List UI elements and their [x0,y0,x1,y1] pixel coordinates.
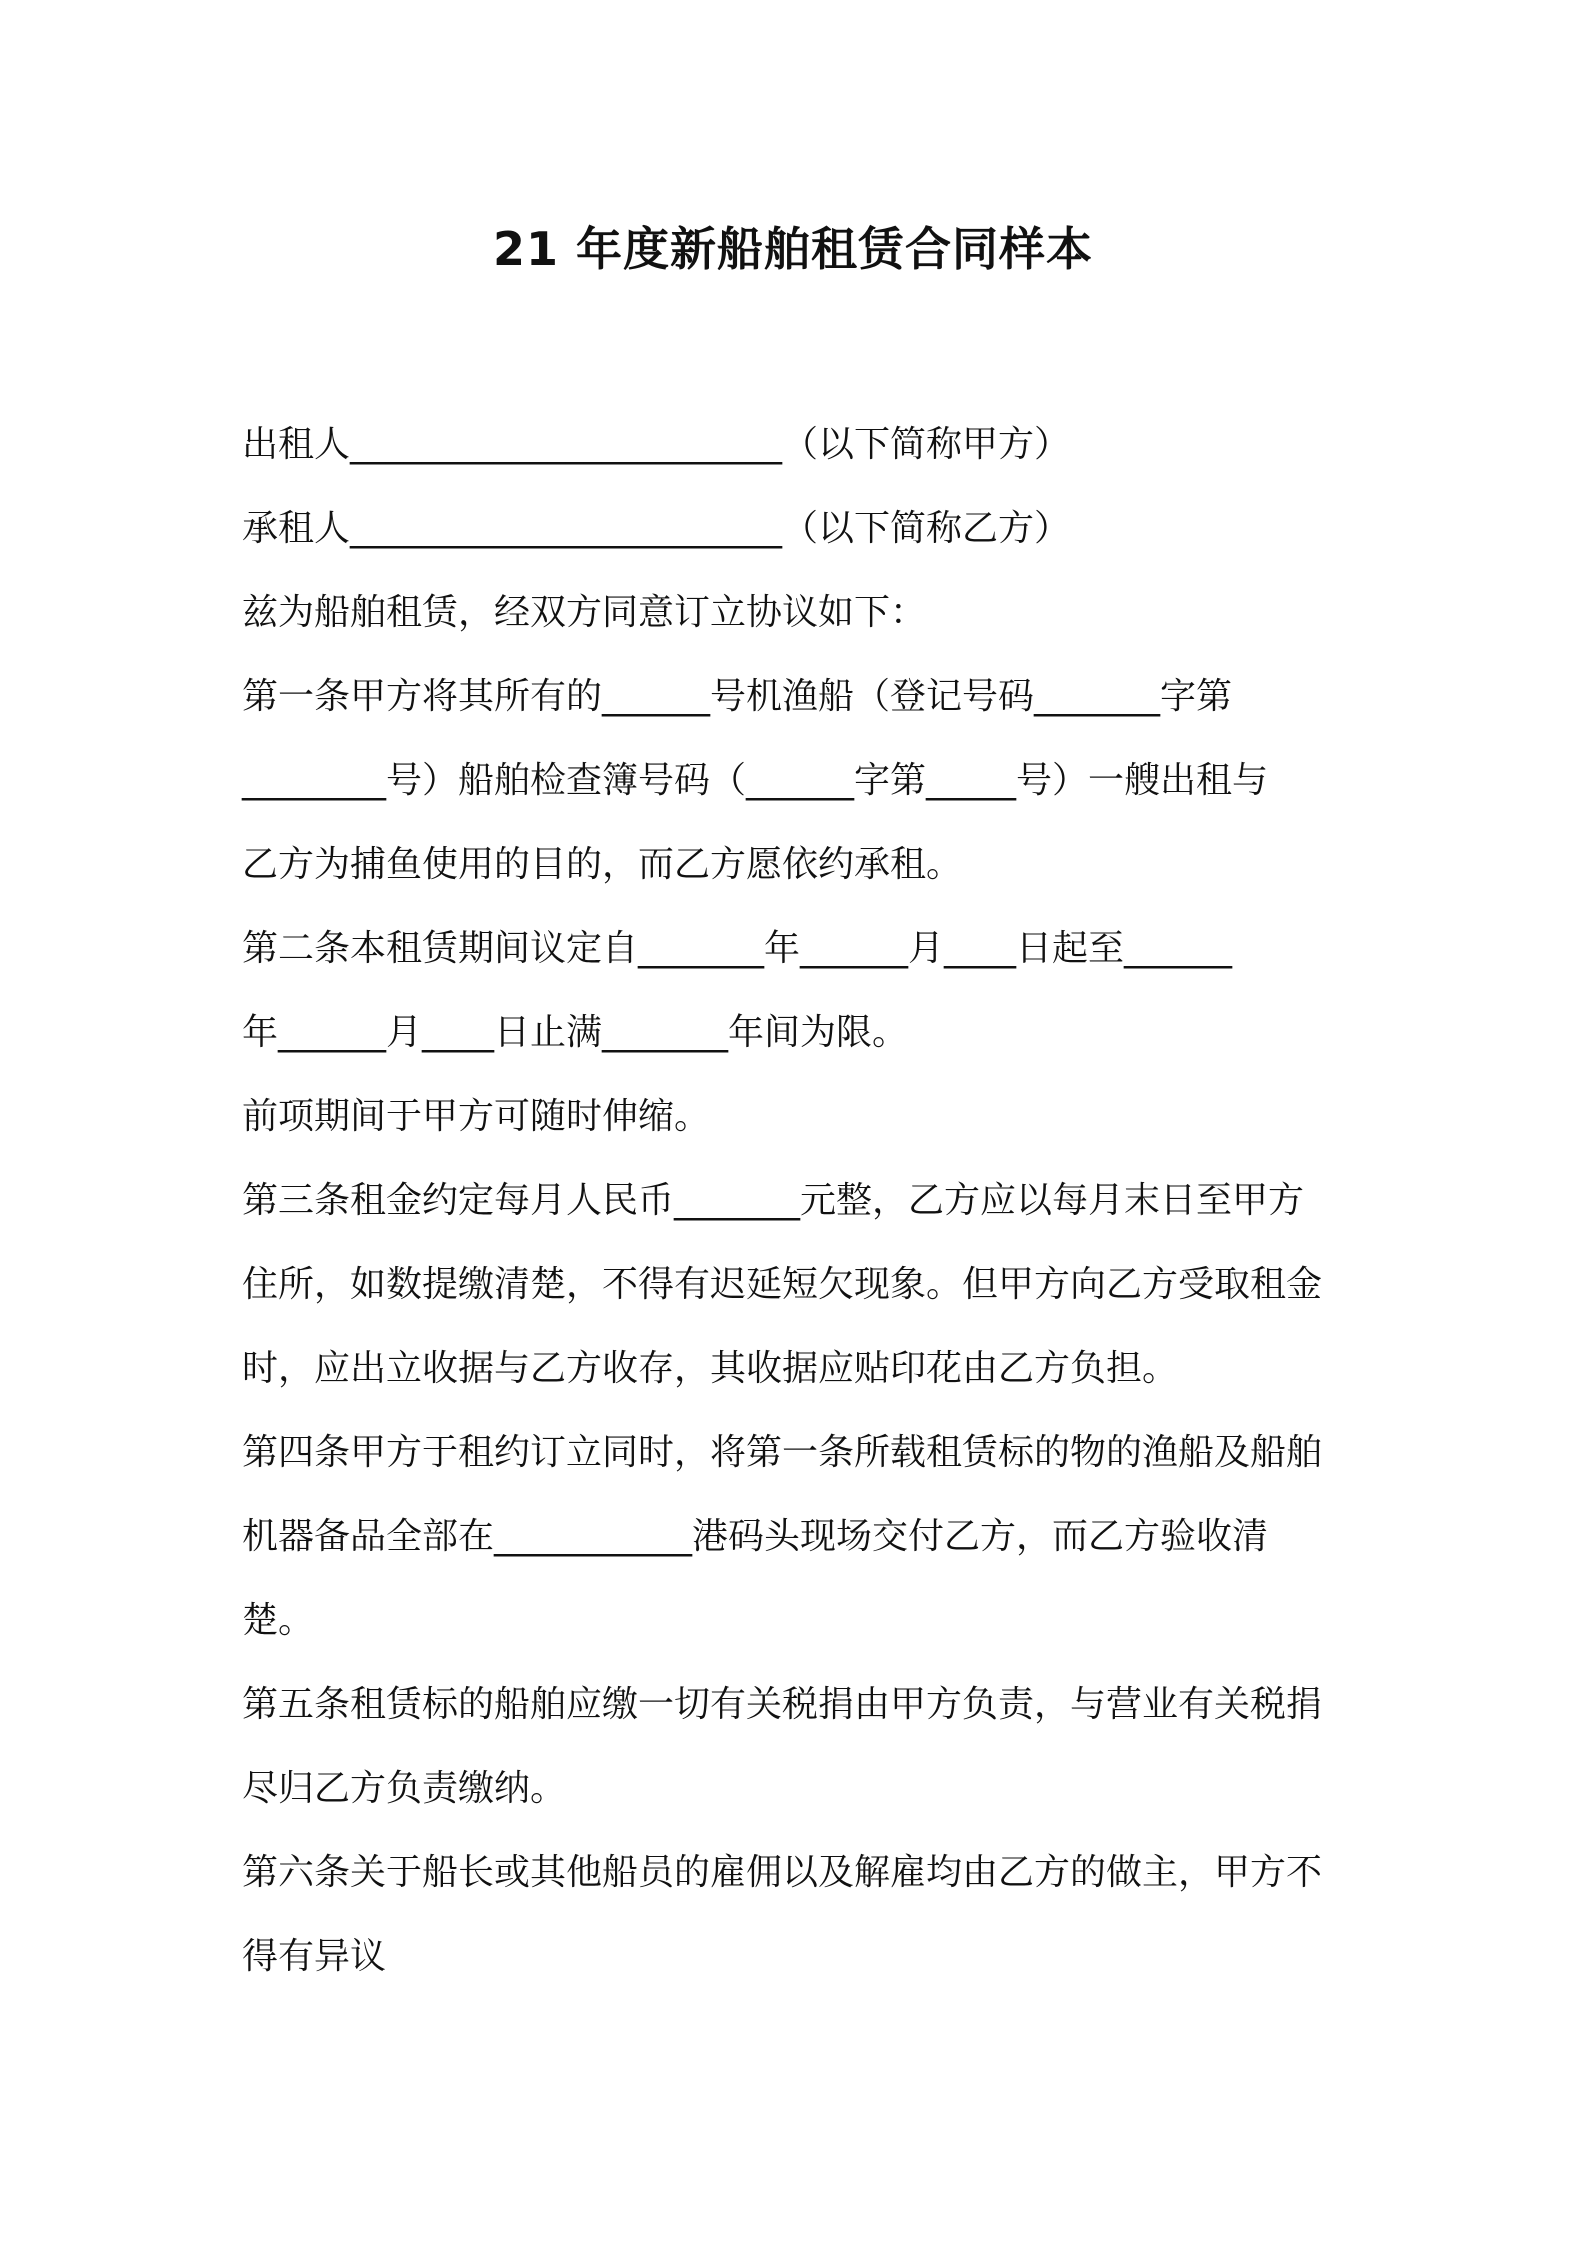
article-6-line-1: 第六条关于船长或其他船员的雇佣以及解雇均由乙方的做主，甲方不 [242,1852,1323,1893]
article-3-line-1: 第三条租金约定每月人民币_______元整，乙方应以每月末日至甲方 [242,1180,1305,1221]
article-2-note: 前项期间于甲方可随时伸缩。 [242,1096,711,1137]
article-4-line-3: 楚。 [242,1600,315,1641]
article-3-line-3: 时，应出立收据与乙方收存，其收据应贴印花由乙方负担。 [242,1348,1179,1389]
article-6-line-2: 得有异议 [242,1936,387,1977]
article-5-line-2: 尽归乙方负责缴纳。 [242,1768,567,1809]
contract-body [242,403,1358,1999]
article-4-line-2: 机器备品全部在___________港码头现场交付乙方，而乙方验收清 [242,1516,1269,1557]
lessor-line: 出租人________________________（以下简称甲方） [242,424,1071,465]
article-2-line-2: 年______月____日止满_______年间为限。 [242,1012,909,1053]
article-4-line-1: 第四条甲方于租约订立同时，将第一条所载租赁标的物的渔船及船舶 [242,1432,1323,1473]
preamble-line: 兹为船舶租赁，经双方同意订立协议如下： [242,592,927,633]
article-1-line-1: 第一条甲方将其所有的______号机渔船（登记号码_______字第 [242,676,1233,717]
article-3-line-2: 住所，如数提缴清楚，不得有迟延短欠现象。但甲方向乙方受取租金 [242,1264,1323,1305]
article-5-line-1: 第五条租赁标的船舶应缴一切有关税捐由甲方负责，与营业有关税捐 [242,1684,1323,1725]
article-2-line-1: 第二条本租赁期间议定自_______年______月____日起至______ [242,928,1233,969]
lessee-line: 承租人________________________（以下简称乙方） [242,508,1071,549]
article-1-line-2: ________号）船舶检查簿号码（______字第_____号）一艘出租与 [242,760,1269,801]
document-title: 21 年度新船舶租赁合同样本 [492,222,1094,276]
article-1-line-3: 乙方为捕鱼使用的目的，而乙方愿依约承租。 [242,844,963,885]
